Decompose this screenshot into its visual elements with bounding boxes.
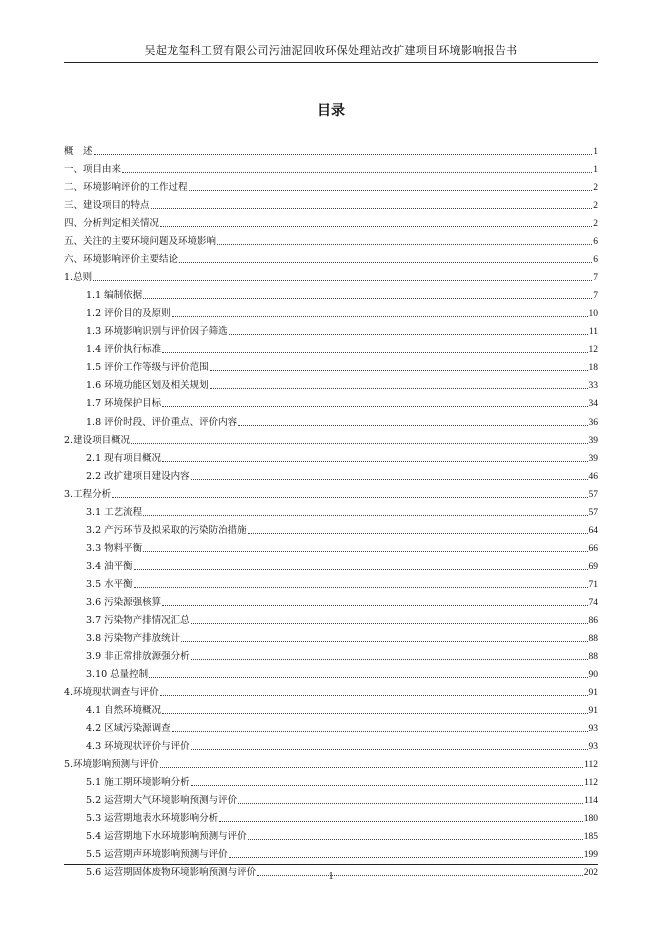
toc-leader-dots: [162, 605, 587, 606]
toc-leader-dots: [162, 352, 587, 353]
toc-entry-page: 74: [588, 597, 598, 608]
toc-entry-label: 5.2 运营期大气环境影响预测与评价: [86, 795, 238, 807]
toc-leader-dots: [143, 551, 587, 552]
toc-leader-dots: [162, 461, 587, 462]
toc-entry[interactable]: [64, 447, 598, 465]
toc-entry[interactable]: [64, 248, 598, 266]
toc-entry[interactable]: [64, 429, 598, 447]
toc-entry-page: 6: [593, 237, 598, 248]
toc-entry[interactable]: [64, 465, 598, 483]
toc-entry-page: 7: [593, 273, 598, 284]
toc-leader-dots: [172, 731, 588, 732]
toc-entry-page: 86: [588, 615, 598, 626]
toc-entry[interactable]: [64, 483, 598, 501]
toc-entry-label: 3.工程分析: [64, 488, 112, 500]
toc-entry-label: 1.6 环境功能区划及相关规划: [86, 380, 209, 392]
toc-entry-label: 4.环境现状调查与评价: [64, 686, 159, 698]
toc-entry-page: 34: [588, 399, 598, 410]
toc-leader-dots: [172, 316, 588, 317]
toc-entry-page: 202: [583, 868, 598, 879]
toc-entry-label: 2.1 现有项目概况: [86, 452, 162, 464]
toc-entry-page: 199: [583, 850, 598, 861]
toc-entry-page: 114: [584, 796, 598, 807]
toc-entry-label: 3.5 水平衡: [86, 578, 133, 590]
toc-entry[interactable]: [64, 699, 598, 717]
toc-leader-dots: [143, 298, 592, 299]
toc-entry[interactable]: [64, 212, 598, 230]
toc-leader-dots: [162, 713, 587, 714]
toc-entry-page: 90: [588, 669, 598, 680]
toc-leader-dots: [160, 695, 588, 696]
toc-leader-dots: [143, 515, 587, 516]
toc-entry-label: 3.1 工艺流程: [86, 506, 143, 518]
toc-entry-label: 5.环境影响预测与评价: [64, 759, 159, 771]
toc-entry[interactable]: [64, 627, 598, 645]
toc-entry[interactable]: [64, 717, 598, 735]
toc-entry-page: 1: [593, 165, 598, 176]
toc-leader-dots: [149, 677, 587, 678]
toc-entry[interactable]: [64, 176, 598, 194]
toc-leader-dots: [181, 641, 587, 642]
toc-entry[interactable]: [64, 501, 598, 519]
toc-entry[interactable]: [64, 230, 598, 248]
toc-entry-label: 5.4 运营期地下水环境影响预测与评价: [86, 831, 247, 843]
toc-entry[interactable]: [64, 356, 598, 374]
toc-entry-label: 3.3 物料平衡: [86, 542, 143, 554]
toc-entry-page: 6: [593, 255, 598, 266]
toc-entry[interactable]: [64, 825, 598, 843]
toc-entry[interactable]: [64, 735, 598, 753]
toc-entry-label: 1.总则: [64, 272, 93, 284]
toc-entry[interactable]: [64, 681, 598, 699]
toc-leader-dots: [219, 821, 583, 822]
toc-entry-page: 2: [593, 183, 598, 194]
toc-entry-label: 3.2 产污环节及拟采取的污染防治措施: [86, 524, 247, 536]
toc-leader-dots: [134, 587, 588, 588]
toc-entry-page: 57: [588, 507, 598, 518]
toc-entry-label: 2.2 改扩建项目建设内容: [86, 470, 190, 482]
toc-entry[interactable]: [64, 807, 598, 825]
toc-leader-dots: [248, 533, 588, 534]
toc-leader-dots: [191, 749, 588, 750]
toc-entry-label: 一、项目由来: [64, 164, 122, 176]
toc-entry-page: 71: [588, 579, 598, 590]
toc-entry-page: 180: [583, 814, 598, 825]
toc-leader-dots: [229, 857, 583, 858]
toc-entry-page: 88: [588, 633, 598, 644]
toc-leader-dots: [191, 623, 588, 624]
toc-leader-dots: [210, 388, 588, 389]
toc-entry[interactable]: [64, 338, 598, 356]
toc-entry-page: 33: [588, 381, 598, 392]
toc-entry-page: 91: [588, 687, 598, 698]
toc-title: 目录: [317, 103, 345, 119]
page-footer: [64, 864, 598, 882]
toc-entry-label: 三、建设项目的特点: [64, 200, 150, 212]
toc-entry-page: 66: [588, 543, 598, 554]
toc-leader-dots: [134, 569, 588, 570]
toc-entry[interactable]: [64, 302, 598, 320]
toc-entry[interactable]: [64, 573, 598, 591]
toc-entry-page: 112: [584, 778, 598, 789]
toc-entry-page: 69: [588, 561, 598, 572]
toc-entry-label: 5.3 运营期地表水环境影响分析: [86, 813, 219, 825]
toc-entry-page: 18: [588, 363, 598, 374]
toc-entry-page: 7: [593, 291, 598, 302]
toc-entry-label: 5.6 运营期固体废物环境影响预测与评价: [86, 867, 257, 879]
toc-entry-label: 1.7 环境保护目标: [86, 398, 162, 410]
toc-entry-page: 10: [588, 309, 598, 320]
toc-entry[interactable]: [64, 140, 598, 158]
toc-leader-dots: [189, 190, 593, 191]
toc-leader-dots: [160, 226, 592, 227]
toc-entry[interactable]: [64, 320, 598, 338]
toc-entry[interactable]: [64, 609, 598, 627]
toc-entry-label: 3.10 总量控制: [86, 668, 149, 680]
toc-entry[interactable]: [64, 789, 598, 807]
toc-entry-label: 1.2 评价目的及原则: [86, 308, 171, 320]
toc-entry-page: 91: [588, 706, 598, 716]
toc-entry-label: 4.1 自然环境概况: [86, 705, 162, 716]
toc-entry[interactable]: [64, 158, 598, 176]
toc-leader-dots: [210, 370, 588, 371]
toc-leader-dots: [238, 803, 583, 804]
toc-entry-page: 2: [593, 201, 598, 212]
toc-entry-page: 12: [588, 345, 598, 356]
toc-leader-dots: [160, 767, 584, 768]
toc-entry-label: 5.5 运营期声环境影响预测与评价: [86, 849, 228, 861]
toc-entry-label: 1.5 评价工作等级与评价范围: [86, 362, 209, 374]
toc-leader-dots: [179, 262, 592, 263]
toc-entry-label: 2.建设项目概况: [64, 434, 131, 446]
toc-entry-page: 185: [583, 832, 598, 843]
toc-entry-page: 1: [593, 147, 598, 158]
toc-entry[interactable]: [64, 374, 598, 392]
toc-entry-label: 六、环境影响评价主要结论: [64, 254, 179, 266]
toc-entry-label: 1.1 编制依据: [86, 290, 143, 302]
toc-entry[interactable]: [64, 645, 598, 663]
toc-entry-label: 3.4 油平衡: [86, 560, 133, 572]
toc-entry[interactable]: [64, 843, 598, 861]
toc-leader-dots: [229, 334, 588, 335]
toc-leader-dots: [112, 497, 587, 498]
toc-entry-page: 36: [588, 417, 598, 428]
page-number: 1: [328, 871, 334, 882]
toc-entry-label: 3.9 非正常排放源强分析: [86, 650, 190, 662]
toc-leader-dots: [191, 785, 583, 786]
toc-entry-label: 3.7 污染物产排情况汇总: [86, 614, 190, 626]
toc-entry[interactable]: [64, 194, 598, 212]
toc-entry-page: 2: [593, 219, 598, 230]
toc-entry-label: 4.3 环境现状评价与评价: [86, 741, 190, 753]
toc-entry[interactable]: [64, 591, 598, 609]
toc-entry[interactable]: [64, 284, 598, 302]
toc-leader-dots: [248, 839, 583, 840]
toc-entry-label: 5.1 施工期环境影响分析: [86, 777, 190, 789]
toc-entry[interactable]: [64, 392, 598, 410]
toc-leader-dots: [151, 208, 593, 209]
toc-entry-label: 1.8 评价时段、评价重点、评价内容: [86, 416, 238, 428]
toc-entry-label: 四、分析判定相关情况: [64, 218, 160, 230]
toc-entry[interactable]: [64, 663, 598, 681]
toc-leader-dots: [131, 443, 587, 444]
toc-entry-label: 3.8 污染物产排放统计: [86, 632, 181, 644]
toc-entry-page: 39: [588, 453, 598, 464]
toc-leader-dots: [238, 425, 587, 426]
toc-entry-page: 39: [588, 435, 598, 446]
toc-leader-dots: [94, 154, 593, 155]
toc-entry-label: 1.4 评价执行标准: [86, 344, 162, 356]
toc-entry[interactable]: [64, 410, 598, 428]
toc-leader-dots: [122, 172, 592, 173]
toc-entry-label: 4.2 区域污染源调查: [86, 723, 171, 735]
table-of-contents: [64, 140, 598, 879]
toc-entry-label: 1.3 环境影响识别与评价因子筛选: [86, 326, 228, 338]
page-header: 吴起龙玺科工贸有限公司污油泥回收环保处理站改扩建项目环境影响报告书: [64, 44, 598, 63]
toc-leader-dots: [191, 659, 588, 660]
toc-entry-page: 93: [588, 742, 598, 753]
toc-entry[interactable]: [64, 266, 598, 284]
toc-entry-label: 3.6 污染源强核算: [86, 596, 162, 608]
toc-entry-page: 112: [584, 760, 598, 771]
toc-entry-page: 46: [588, 471, 598, 482]
toc-entry-label: 五、关注的主要环境问题及环境影响: [64, 236, 217, 248]
toc-leader-dots: [191, 479, 588, 480]
toc-entry-page: 57: [588, 489, 598, 500]
toc-leader-dots: [217, 244, 592, 245]
toc-entry-page: 11: [588, 327, 598, 338]
toc-entry-page: 64: [588, 525, 598, 536]
toc-entry[interactable]: [64, 753, 598, 771]
toc-leader-dots: [93, 280, 592, 281]
toc-entry[interactable]: [64, 771, 598, 789]
toc-entry[interactable]: [64, 537, 598, 555]
toc-entry[interactable]: [64, 555, 598, 573]
toc-entry-label: 概 述: [64, 146, 93, 158]
toc-entry-page: 88: [588, 651, 598, 662]
toc-entry[interactable]: [64, 519, 598, 537]
toc-entry-label: 二、环境影响评价的工作过程: [64, 182, 188, 194]
toc-entry-page: 93: [588, 724, 598, 735]
toc-leader-dots: [162, 406, 587, 407]
